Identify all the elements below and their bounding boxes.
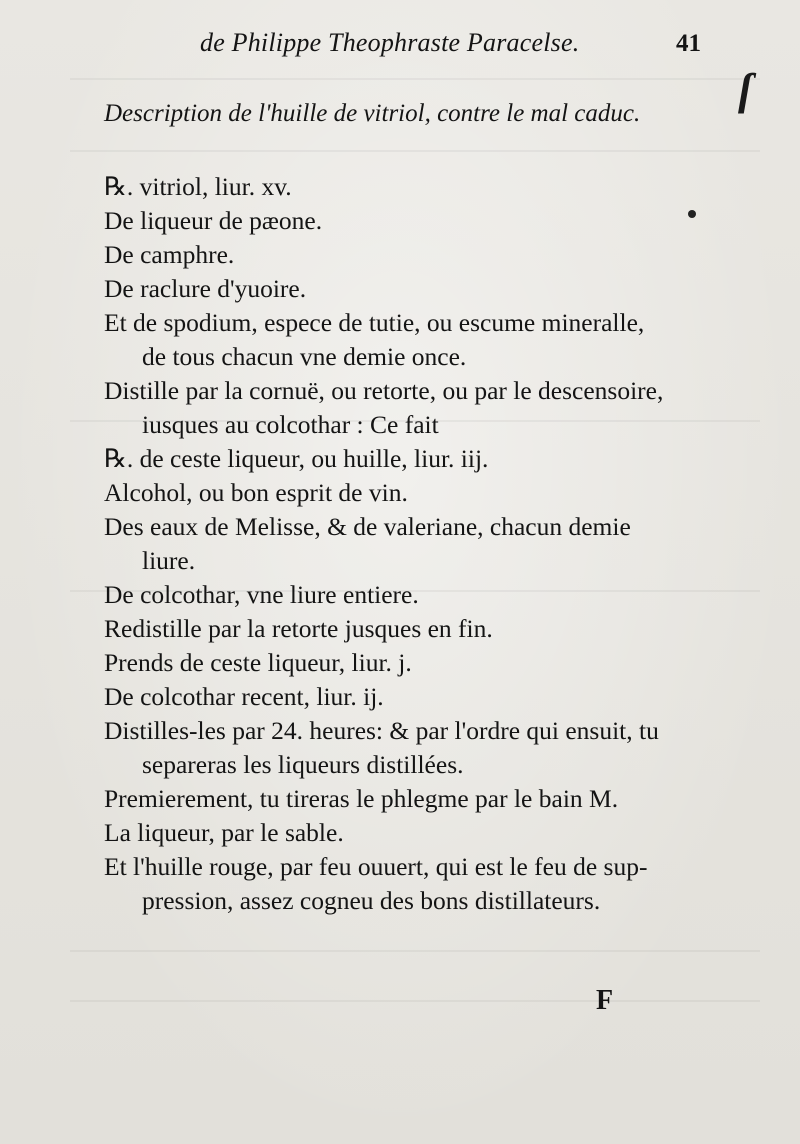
- text-line: separeras les liqueurs distillées.: [142, 750, 464, 779]
- text-line: Des eaux de Melisse, & de valeriane, chacun demie: [104, 512, 631, 541]
- text-line: ℞. vitriol, liur. xv.: [104, 172, 292, 201]
- bleed-through-line: [70, 950, 760, 952]
- page-number: 41: [676, 30, 701, 57]
- text-line: iusques au colcothar : Ce fait: [142, 410, 439, 439]
- text-line: Prends de ceste liqueur, liur. j.: [104, 648, 412, 677]
- text-line: ℞. de ceste liqueur, ou huille, liur. iij.: [104, 444, 489, 473]
- text-line: De camphre.: [104, 240, 235, 269]
- text-line: Et de spodium, espece de tutie, ou escume mineralle,: [104, 308, 645, 337]
- ink-speck: [688, 210, 696, 218]
- text-line: De raclure d'yuoire.: [104, 274, 307, 303]
- text-line: Et l'huille rouge, par feu ouuert, qui est le feu de sup-: [104, 852, 648, 881]
- recipe-text: [104, 170, 714, 918]
- margin-mark: ſ: [738, 65, 753, 114]
- bleed-through-line: [70, 150, 760, 152]
- text-line: Distilles-les par 24. heures: & par l'ordre qui ensuit, tu: [104, 716, 659, 745]
- text-line: Premierement, tu tireras le phlegme par le bain M.: [104, 784, 619, 813]
- text-line: De colcothar recent, liur. ij.: [104, 682, 384, 711]
- text-line: de tous chacun vne demie once.: [142, 342, 467, 371]
- text-line: Distille par la cornuë, ou retorte, ou par le descensoire,: [104, 376, 664, 405]
- text-line: De colcothar, vne liure entiere.: [104, 580, 419, 609]
- text-line: Redistille par la retorte jusques en fin.: [104, 614, 493, 643]
- section-title: Description de l'huille de vitriol, contre le mal caduc.: [104, 100, 641, 127]
- text-line: Alcohol, ou bon esprit de vin.: [104, 478, 408, 507]
- running-header: de Philippe Theophraste Paracelse.: [200, 28, 580, 57]
- bleed-through-line: [70, 78, 760, 80]
- bleed-through-line: [70, 1000, 760, 1002]
- text-line: De liqueur de pæone.: [104, 206, 323, 235]
- text-line: La liqueur, par le sable.: [104, 818, 344, 847]
- text-line: liure.: [142, 546, 196, 575]
- signature-mark: F: [596, 985, 614, 1016]
- text-line: pression, assez cogneu des bons distillateurs.: [142, 886, 601, 915]
